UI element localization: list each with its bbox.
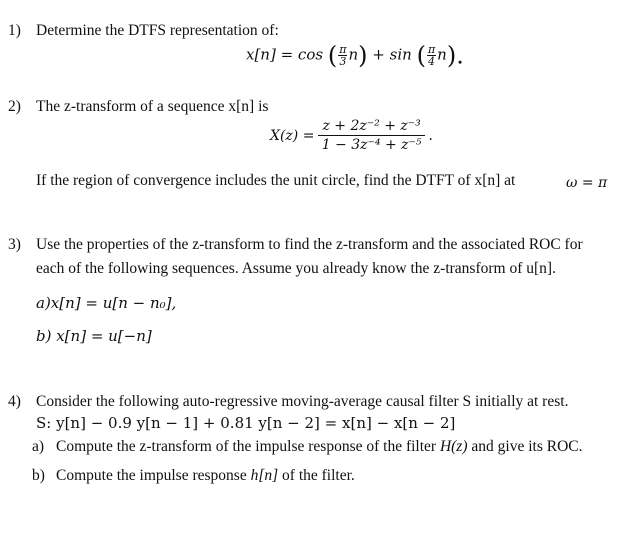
q4-part-a: a) Compute the z-transform of the impulse response of the filter H(z) and give its ROC. xyxy=(32,438,583,455)
q4-equation: S: y[n] − 0.9 y[n − 1] + 0.81 y[n − 2] = x[n] − x[n − 2] xyxy=(36,414,456,432)
q1-number: 1) xyxy=(8,22,21,39)
q3-line-2: each of the following sequences. Assume you already know the z-transform of u[n]. xyxy=(36,260,556,277)
q1-frac-1: $\frac{\pi}{3}$ xyxy=(339,43,347,68)
q2-denominator: 1 − 3z⁻⁴ + z⁻⁵ xyxy=(321,137,422,153)
q1-eq-lhs: x[n] = cos xyxy=(246,45,324,64)
q2-text: The z-transform of a sequence x[n] is xyxy=(36,98,269,115)
q1-eq-plus: + sin xyxy=(372,45,412,64)
q3-part-b: b) x[n] = u[−n] xyxy=(36,327,152,345)
q3-part-a: a)x[n] = u[n − n₀], xyxy=(36,294,177,312)
q4-part-b-hn: h[n] xyxy=(250,467,279,484)
q1-equation: x[n] = cos ( $\frac{\pi}{3}$ n) + sin ( $\frac{\pi}{4}$ n). xyxy=(246,41,464,70)
q4-part-a-hz: H(z) xyxy=(439,438,468,455)
q2-roc-text: If the region of convergence includes the unit circle, find the DTFT of x[n] at xyxy=(36,172,516,189)
q4-part-b: b) Compute the impulse response h[n] of the filter. xyxy=(32,467,355,484)
q2-numerator: z + 2z⁻² + z⁻³ xyxy=(318,118,424,136)
q2-number: 2) xyxy=(8,98,21,115)
q4-line-1: Consider the following auto-regressive moving-average causal filter S initially at rest. xyxy=(36,393,569,410)
q2-eq-dot: . xyxy=(428,126,433,144)
q4-part-a-label: a) xyxy=(32,438,45,455)
q2-omega: ω = π xyxy=(566,175,608,191)
q2-equation xyxy=(270,118,433,153)
q4-part-b-label: b) xyxy=(32,467,45,484)
q4-number: 4) xyxy=(8,393,21,410)
q2-eq-lhs: X(z) = xyxy=(270,127,315,144)
q2-fraction xyxy=(318,118,424,153)
q1-frac-2: $\frac{\pi}{4}$ xyxy=(427,43,436,68)
q3-line-1: Use the properties of the z-transform to find the z-transform and the associated ROC for xyxy=(36,236,583,253)
q3-number: 3) xyxy=(8,236,21,253)
q1-text: Determine the DTFS representation of: xyxy=(36,22,279,39)
